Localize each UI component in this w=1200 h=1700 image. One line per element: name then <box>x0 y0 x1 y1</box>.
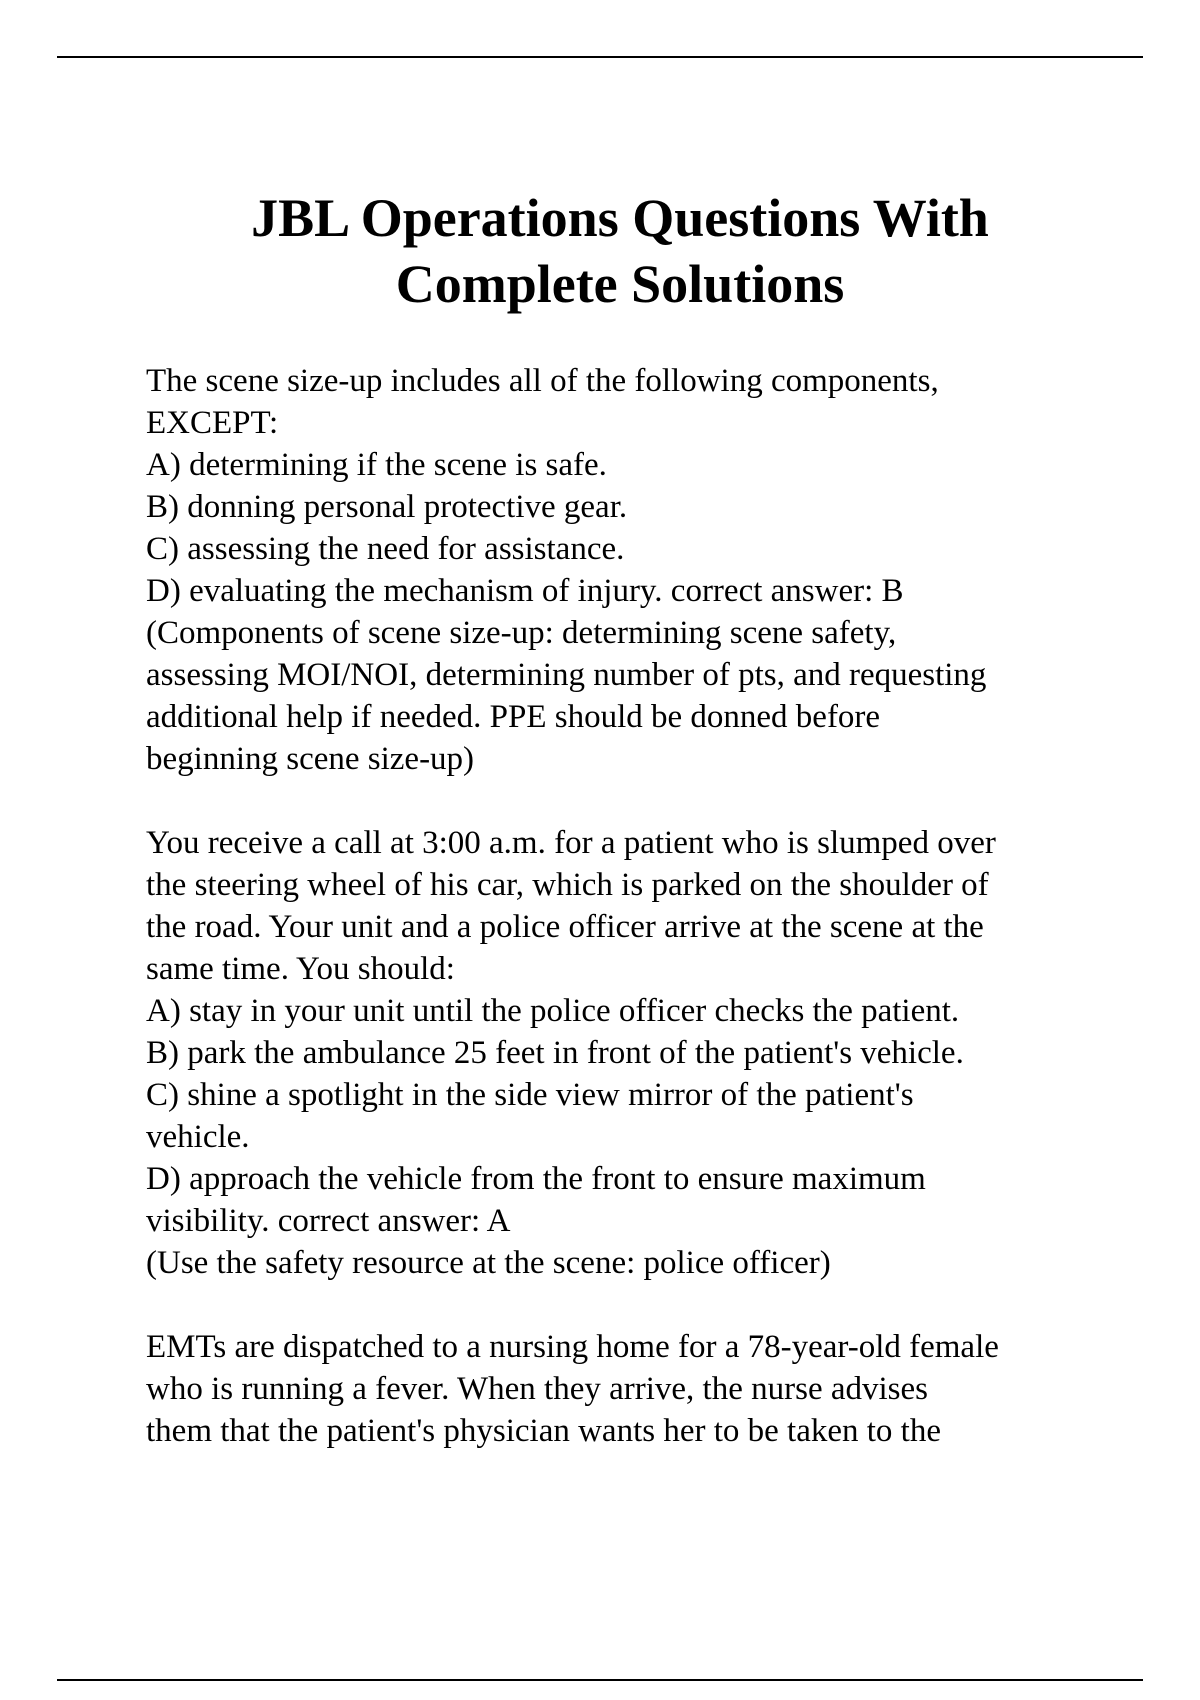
question-1-line: assessing MOI/NOI, determining number of pts, and requesting <box>146 657 987 693</box>
question-2-line: (Use the safety resource at the scene: police officer) <box>146 1245 831 1281</box>
page-title-line-2: Complete Solutions <box>395 254 845 314</box>
question-1-line: C) assessing the need for assistance. <box>146 531 625 567</box>
question-block-1 <box>146 360 1146 780</box>
paragraph-gap <box>146 780 1146 822</box>
paragraph-gap <box>146 1284 1146 1326</box>
question-2-line: D) approach the vehicle from the front to ensure maximum <box>146 1161 926 1197</box>
question-3-line: EMTs are dispatched to a nursing home for a 78-year-old female <box>146 1329 999 1365</box>
question-2-line: C) shine a spotlight in the side view mirror of the patient's <box>146 1077 914 1113</box>
document-body <box>146 360 1146 1452</box>
question-2-line: You receive a call at 3:00 a.m. for a patient who is slumped over <box>146 825 996 861</box>
question-block-2 <box>146 822 1146 1284</box>
question-1-line: D) evaluating the mechanism of injury. correct answer: B <box>146 573 904 609</box>
question-3-line: them that the patient's physician wants her to be taken to the <box>146 1413 941 1449</box>
question-3-line: who is running a fever. When they arrive, the nurse advises <box>146 1371 928 1407</box>
question-1-line: (Components of scene size-up: determining scene safety, <box>146 615 897 651</box>
question-2-line: visibility. correct answer: A <box>146 1203 511 1239</box>
page-title <box>140 185 1100 317</box>
header-rule <box>57 56 1143 58</box>
question-2-line: B) park the ambulance 25 feet in front of the patient's vehicle. <box>146 1035 964 1071</box>
question-1-line: A) determining if the scene is safe. <box>146 447 607 483</box>
question-1-line: The scene size-up includes all of the following components, <box>146 363 939 399</box>
question-2-line: the steering wheel of his car, which is parked on the shoulder of <box>146 867 989 903</box>
question-1-line: EXCEPT: <box>146 405 279 441</box>
question-1-line: beginning scene size-up) <box>146 741 475 777</box>
question-1-line: B) donning personal protective gear. <box>146 489 628 525</box>
question-2-line: vehicle. <box>146 1119 250 1155</box>
page-title-line-1: JBL Operations Questions With <box>251 188 989 248</box>
footer-rule <box>57 1679 1143 1681</box>
question-2-line: the road. Your unit and a police officer arrive at the scene at the <box>146 909 984 945</box>
question-2-line: A) stay in your unit until the police officer checks the patient. <box>146 993 960 1029</box>
question-block-3 <box>146 1326 1146 1452</box>
question-1-line: additional help if needed. PPE should be donned before <box>146 699 881 735</box>
question-2-line: same time. You should: <box>146 951 455 987</box>
